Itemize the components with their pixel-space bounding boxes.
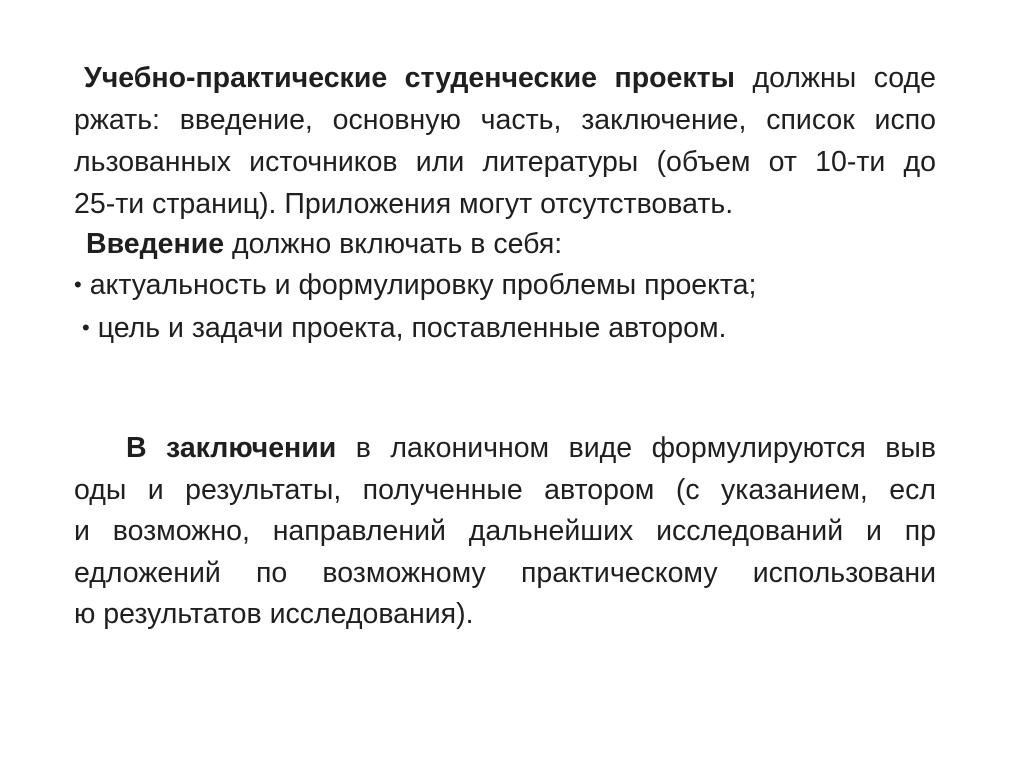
list-item: цель и задачи проекта, поставленные автором. [97, 312, 727, 344]
conclusion-heading: В заключении [126, 432, 337, 464]
conclusion-line-1-rest: в лаконичном виде формулируются выв [336, 432, 936, 464]
introduction-rest: должно включать в себя: [224, 228, 563, 260]
slide: Учебно-практические студенческие проекты должны соде ржать: введение, основную часть, заключение, список испо льзованных источников или литературы (объем от 10-ти до 25-ти страниц). Приложения могут отсутствовать. Введение должно включать в себя: • актуальность и формулировку проблемы проекта; • цель и задачи проекта, поставленные автором. В заключении в лаконичном виде формулируются выв оды и результаты, полученные автором (с указанием, есл и возможно, направлений дальнейших исследований и пр едложений по возможному практическому использовани ю результатов исследования). [0, 0, 1024, 767]
list-item: актуальность и формулировку проблемы проекта; [89, 269, 757, 301]
bullet-icon: • [74, 272, 82, 297]
projects-line-1-rest: должны соде [734, 62, 936, 94]
bullet-icon: • [82, 315, 90, 340]
projects-heading: Учебно-практические студенческие проекты [84, 62, 735, 94]
introduction-heading: Введение [86, 228, 225, 260]
